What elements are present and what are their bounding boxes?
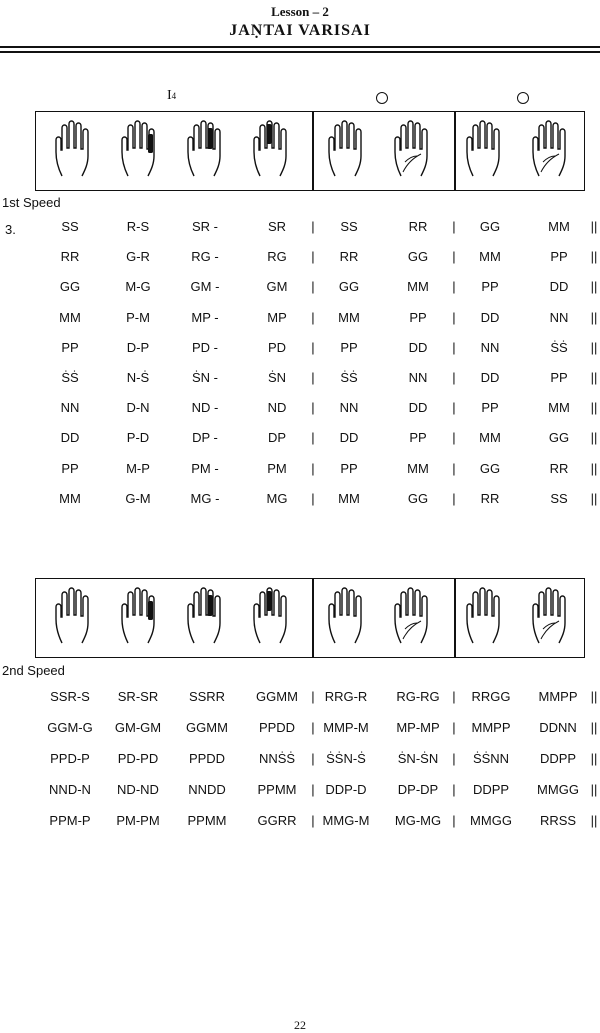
palm-wave-icon xyxy=(529,118,573,185)
swara-cell: GG xyxy=(338,279,360,295)
swara-cell: ṠṠNN xyxy=(472,751,510,766)
swara-cell: MM xyxy=(407,460,429,476)
swara-cell: RR xyxy=(549,460,569,476)
swara-cell: ṠN xyxy=(267,370,287,385)
bar-line: | xyxy=(452,279,456,295)
swara-cell: P-D xyxy=(126,430,150,446)
laghu-subscript: 4 xyxy=(171,91,177,101)
swara-cell: MM xyxy=(59,309,81,325)
bar-line: | xyxy=(452,370,456,385)
speed-1-label: 1st Speed xyxy=(2,195,61,210)
palm-clap-icon xyxy=(463,585,507,652)
swara-cell: ṠN-ṠN xyxy=(397,751,439,766)
bar-line: | xyxy=(311,339,315,355)
swara-cell: G-M xyxy=(125,490,151,506)
swara-cell: RR xyxy=(408,219,428,234)
bar-line: | xyxy=(311,309,315,325)
bar-line: | xyxy=(311,430,315,446)
swara-cell: GGMM xyxy=(256,689,298,704)
page-number: 22 xyxy=(294,1018,306,1032)
palm-little-finger-icon xyxy=(118,118,162,185)
swara-cell: GG xyxy=(548,430,570,446)
swara-cell: SS xyxy=(550,490,568,506)
anga-divider xyxy=(454,112,456,190)
swara-cell: D-N xyxy=(126,400,150,416)
swara-cell: SSRR xyxy=(188,689,226,704)
swara-cell: RRG-R xyxy=(324,689,368,704)
swara-cell: SSR-S xyxy=(50,689,90,704)
swara-cell: PP xyxy=(61,339,79,355)
palm-clap-icon xyxy=(463,118,507,185)
swara-cell: PD-PD xyxy=(117,751,159,766)
swara-cell: ṠṠ xyxy=(550,339,568,355)
swara-cell: ND - xyxy=(191,400,219,416)
swara-cell: DDP-D xyxy=(325,782,367,797)
swara-cell: MP - xyxy=(191,309,219,325)
bar-line: | xyxy=(311,689,315,704)
swara-cell: PD - xyxy=(192,339,218,355)
swara-cell: MM xyxy=(548,219,570,234)
swara-cell: NN xyxy=(339,400,359,416)
bar-line: | xyxy=(311,279,315,295)
bar-line: | xyxy=(452,430,456,446)
swara-cell: MM xyxy=(479,249,501,265)
bar-line: | xyxy=(311,400,315,416)
swara-cell: ṠṠ xyxy=(61,370,79,385)
swara-cell: P-M xyxy=(126,309,150,325)
swara-cell: RR xyxy=(60,249,80,265)
palm-wave-icon xyxy=(529,585,573,652)
swara-cell: GM - xyxy=(190,279,220,295)
swara-cell: GM xyxy=(266,279,288,295)
swara-cell: GG xyxy=(479,460,501,476)
hand-gesture-box-1 xyxy=(35,111,585,191)
swara-cell: ṠṠN-Ṡ xyxy=(326,751,366,766)
swara-cell: PP xyxy=(481,400,499,416)
bar-line: | xyxy=(452,339,456,355)
palm-ring-finger-icon xyxy=(184,585,228,652)
swara-cell: MG xyxy=(266,490,288,506)
bar-line: | xyxy=(452,460,456,476)
exercise-number: 3. xyxy=(5,222,16,237)
swara-cell: DDPP xyxy=(472,782,510,797)
swara-cell: M-G xyxy=(125,279,151,295)
swara-cell: PPM-P xyxy=(49,813,91,828)
swara-cell: NND-N xyxy=(49,782,91,797)
bar-line: || xyxy=(590,782,598,797)
bar-line: || xyxy=(590,490,598,506)
palm-middle-finger-icon xyxy=(250,585,294,652)
swara-cell: GGRR xyxy=(257,813,297,828)
swara-cell: MP xyxy=(267,309,287,325)
swara-cell: RG xyxy=(267,249,287,265)
swara-cell: DD xyxy=(60,430,80,446)
swara-cell: SR - xyxy=(192,219,218,234)
swara-cell: MMP-M xyxy=(323,720,369,735)
swara-cell: ND-ND xyxy=(117,782,159,797)
bar-line: | xyxy=(452,782,456,797)
swara-cell: MMPP xyxy=(538,689,578,704)
swara-cell: GM-GM xyxy=(114,720,162,735)
swara-cell: SS xyxy=(340,219,358,234)
bar-line: | xyxy=(311,219,315,234)
swara-cell: RR xyxy=(339,249,359,265)
bar-line: | xyxy=(452,813,456,828)
swara-cell: NNDD xyxy=(188,782,226,797)
swara-cell: RRSS xyxy=(539,813,577,828)
swara-cell: PP xyxy=(340,460,358,476)
bar-line: | xyxy=(311,751,315,766)
swara-cell: MMGG xyxy=(537,782,579,797)
palm-open-icon xyxy=(52,585,96,652)
swara-cell: N-Ṡ xyxy=(126,370,150,385)
anga-divider xyxy=(312,579,314,657)
swara-cell: PPMM xyxy=(257,782,297,797)
bar-line: | xyxy=(452,751,456,766)
palm-wave-icon xyxy=(391,585,435,652)
swara-cell: PPD-P xyxy=(50,751,90,766)
bar-line: || xyxy=(590,400,598,416)
swara-cell: PP xyxy=(550,249,568,265)
swara-cell: ṠṠ xyxy=(340,370,358,385)
swara-cell: PPDD xyxy=(188,751,226,766)
bar-line: | xyxy=(452,689,456,704)
swara-cell: GG xyxy=(407,490,429,506)
swara-cell: PM-PM xyxy=(116,813,160,828)
bar-line: | xyxy=(311,782,315,797)
swara-cell: SR-SR xyxy=(117,689,159,704)
bar-line: || xyxy=(590,689,598,704)
swara-cell: MMPP xyxy=(471,720,511,735)
bar-line: || xyxy=(590,339,598,355)
lesson-label: Lesson – 2 xyxy=(271,4,329,19)
bar-line: | xyxy=(452,490,456,506)
bar-line: | xyxy=(452,400,456,416)
bar-line: | xyxy=(311,490,315,506)
swara-cell: NNṠṠ xyxy=(258,751,296,766)
bar-line: | xyxy=(311,720,315,735)
swara-cell: GGMM xyxy=(186,720,228,735)
swara-cell: DP-DP xyxy=(397,782,439,797)
bar-line: || xyxy=(590,751,598,766)
bar-line: | xyxy=(311,370,315,385)
swara-cell: SR xyxy=(267,219,287,234)
bar-line: || xyxy=(590,720,598,735)
swara-cell: GG xyxy=(59,279,81,295)
swara-cell: ND xyxy=(267,400,287,416)
swara-cell: G-R xyxy=(126,249,150,265)
swara-cell: PP xyxy=(481,279,499,295)
swara-cell: DD xyxy=(480,370,500,385)
swara-cell: PPDD xyxy=(258,720,296,735)
swara-cell: DD xyxy=(408,400,428,416)
palm-ring-finger-icon xyxy=(184,118,228,185)
swara-cell: R-S xyxy=(126,219,150,234)
header-rule-bottom xyxy=(0,51,600,53)
swara-cell: PPMM xyxy=(187,813,227,828)
swara-cell: RR xyxy=(480,490,500,506)
bar-line: || xyxy=(590,309,598,325)
page-title: JAṆTAI VARISAI xyxy=(229,22,371,39)
swara-cell: RG-RG xyxy=(396,689,440,704)
swara-cell: MM xyxy=(479,430,501,446)
palm-open-icon xyxy=(52,118,96,185)
swara-cell: MG - xyxy=(190,490,220,506)
swara-cell: MMGG xyxy=(470,813,512,828)
swara-cell: DD xyxy=(480,309,500,325)
swara-cell: MM xyxy=(338,490,360,506)
swara-cell: PP xyxy=(409,309,427,325)
palm-little-finger-icon xyxy=(118,585,162,652)
swara-cell: GG xyxy=(479,219,501,234)
palm-clap-icon xyxy=(325,118,369,185)
swara-cell: NN xyxy=(408,370,428,385)
palm-wave-icon xyxy=(391,118,435,185)
palm-clap-icon xyxy=(325,585,369,652)
bar-line: || xyxy=(590,249,598,265)
swara-cell: PM - xyxy=(191,460,219,476)
speed-2-label: 2nd Speed xyxy=(2,663,65,678)
swara-cell: RRGG xyxy=(471,689,511,704)
header-rule-top xyxy=(0,46,600,48)
bar-line: || xyxy=(590,370,598,385)
swara-cell: PP xyxy=(340,339,358,355)
swara-cell: DDNN xyxy=(539,720,577,735)
bar-line: | xyxy=(452,720,456,735)
bar-line: || xyxy=(590,219,598,234)
swara-cell: MM xyxy=(548,400,570,416)
bar-line: || xyxy=(590,813,598,828)
swara-cell: MG-MG xyxy=(394,813,442,828)
swara-cell: DDPP xyxy=(539,751,577,766)
swara-cell: MM xyxy=(407,279,429,295)
bar-line: | xyxy=(311,813,315,828)
laghu-symbol xyxy=(167,88,176,104)
swara-cell: PP xyxy=(550,370,568,385)
swara-cell: M-P xyxy=(126,460,150,476)
bar-line: | xyxy=(452,249,456,265)
laghu-mark: I xyxy=(167,88,172,103)
swara-cell: DP xyxy=(267,430,287,446)
swara-cell: PP xyxy=(409,430,427,446)
swara-cell: NN xyxy=(480,339,500,355)
anga-divider xyxy=(312,112,314,190)
swara-cell: SS xyxy=(61,219,79,234)
hand-gesture-box-2 xyxy=(35,578,585,658)
bar-line: | xyxy=(311,249,315,265)
swara-cell: MP-MP xyxy=(396,720,440,735)
swara-cell: RG - xyxy=(191,249,219,265)
swara-cell: MM xyxy=(59,490,81,506)
palm-middle-finger-icon xyxy=(250,118,294,185)
bar-line: | xyxy=(452,309,456,325)
bar-line: || xyxy=(590,279,598,295)
swara-cell: DD xyxy=(549,279,569,295)
bar-line: || xyxy=(590,460,598,476)
bar-line: || xyxy=(590,430,598,446)
swara-cell: MM xyxy=(338,309,360,325)
swara-cell: MMG-M xyxy=(322,813,370,828)
anga-divider xyxy=(454,579,456,657)
swara-cell: DD xyxy=(408,339,428,355)
swara-cell: GGM-G xyxy=(47,720,93,735)
swara-cell: PP xyxy=(61,460,79,476)
swara-cell: D-P xyxy=(126,339,150,355)
swara-cell: PM xyxy=(267,460,287,476)
dhrutam-circle-1 xyxy=(376,92,388,104)
swara-cell: ṠN - xyxy=(192,370,218,385)
swara-cell: PD xyxy=(267,339,287,355)
swara-cell: DD xyxy=(339,430,359,446)
swara-cell: GG xyxy=(407,249,429,265)
dhrutam-circle-2 xyxy=(517,92,529,104)
swara-cell: NN xyxy=(60,400,80,416)
swara-cell: DP - xyxy=(192,430,218,446)
bar-line: | xyxy=(311,460,315,476)
swara-cell: NN xyxy=(549,309,569,325)
bar-line: | xyxy=(452,219,456,234)
